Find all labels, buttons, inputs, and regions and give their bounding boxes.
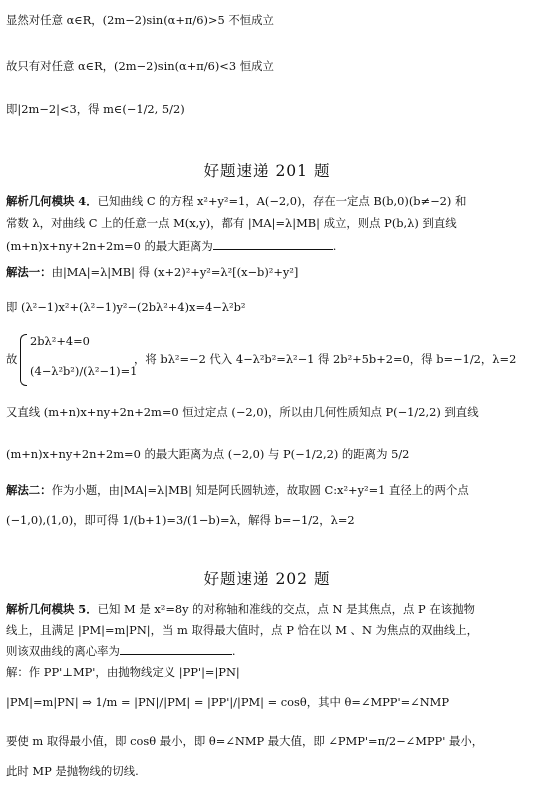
problem-202-end: . — [231, 644, 236, 658]
section-title-201: 好题速递 201 题 — [203, 162, 331, 180]
system-eq-2: (4−λ²b²)/(λ²−1)=1 — [30, 364, 138, 378]
method-1-line-5: 又直线 (m+n)x+ny+2n+2m=0 恒过定点 (−2,0)，所以由几何性质知点 P(−1/2,2) 到直线 — [6, 405, 479, 419]
method-1-line — [6, 264, 534, 280]
system-gu: 故 — [6, 352, 18, 366]
problem-201-line-3 — [6, 238, 534, 254]
system-brace — [20, 334, 27, 386]
text-line-2: 故只有对任意 α∈R，(2m−2)sin(α+π/6)<3 恒成立 — [6, 59, 274, 73]
section-title-202: 好题速递 202 题 — [203, 570, 331, 588]
problem-202-line-1 — [6, 601, 534, 617]
solution-202-line-4: 此时 MP 是抛物线的切线. — [6, 764, 139, 778]
problem-201-line-2: 常数 λ，对曲线 C 上的任意一点 M(x,y)，都有 |MA|=λ|MB| 成立，则点 P(b,λ) 到直线 — [6, 216, 457, 230]
problem-201-text-3: (m+n)x+ny+2n+2m=0 的最大距离为 — [6, 239, 213, 253]
method-2-line-2: (−1,0),(1,0)，即可得 1/(b+1)=3/(1−b)=λ，解得 b=−1/2，λ=2 — [6, 513, 355, 527]
problem-202-text-1: 已知 M 是 x²=8y 的对称轴和准线的交点，点 N 是其焦点，点 P 在该抛物 — [97, 602, 475, 616]
problem-202-text-3: 则该双曲线的离心率为 — [6, 644, 120, 658]
method-1-equation: 即 (λ²−1)x²+(λ²−1)y²−(2bλ²+4)x=4−λ²b² — [6, 300, 246, 314]
solution-202-line-2: |PM|=m|PN| ⇒ 1/m = |PN|/|PM| = |PP'|/|PM| = cosθ，其中 θ=∠MPP'=∠NMP — [6, 695, 449, 709]
method-1-label: 解法一： — [6, 265, 52, 279]
problem-202-line-2: 线上，且满足 |PM|=m|PN|，当 m 取得最大值时，点 P 恰在以 M 、N 为焦点的双曲线上， — [6, 623, 479, 637]
problem-201-line-1 — [6, 193, 534, 209]
method-2-line — [6, 482, 534, 498]
solution-202-line-3: 要使 m 取得最小值，即 cosθ 最小，即 θ=∠NMP 最大值，即 ∠PMP'=π/2−∠MPP' 最小， — [6, 734, 484, 748]
method-1-text: 由|MA|=λ|MB| 得 (x+2)²+y²=λ²[(x−b)²+y²] — [51, 265, 299, 279]
text-line-1: 显然对任意 α∈R，(2m−2)sin(α+π/6)>5 不恒成立 — [6, 13, 274, 27]
method-2-label: 解法二： — [6, 483, 52, 497]
module-label-202: 解析几何模块 5． — [6, 602, 98, 616]
module-label: 解析几何模块 4． — [6, 194, 98, 208]
answer-blank-202 — [120, 644, 232, 655]
problem-202-line-3 — [6, 643, 534, 659]
solution-202-line-1: 解：作 PP'⊥MP'，由抛物线定义 |PP'|=|PN| — [6, 665, 240, 679]
system-eq-1: 2bλ²+4=0 — [30, 334, 90, 348]
method-1-line-6: (m+n)x+ny+2n+2m=0 的最大距离为点 (−2,0) 与 P(−1/2,2) 的距离为 5/2 — [6, 447, 410, 461]
system-after: ，将 bλ²=−2 代入 4−λ²b²=λ²−1 得 2b²+5b+2=0，得 b=−1/2，λ=2 — [134, 352, 517, 366]
answer-blank — [213, 239, 333, 250]
problem-201-text-1: 已知曲线 C 的方程 x²+y²=1，A(−2,0)，存在一定点 B(b,0)(b≠−2) 和 — [97, 194, 467, 208]
problem-201-end: . — [332, 239, 337, 253]
text-line-3: 即|2m−2|<3，得 m∈(−1/2, 5/2) — [6, 102, 185, 116]
method-2-text: 作为小题，由|MA|=λ|MB| 知是阿氏圆轨迹，故取圆 C:x²+y²=1 直径上的两个点 — [51, 483, 469, 497]
